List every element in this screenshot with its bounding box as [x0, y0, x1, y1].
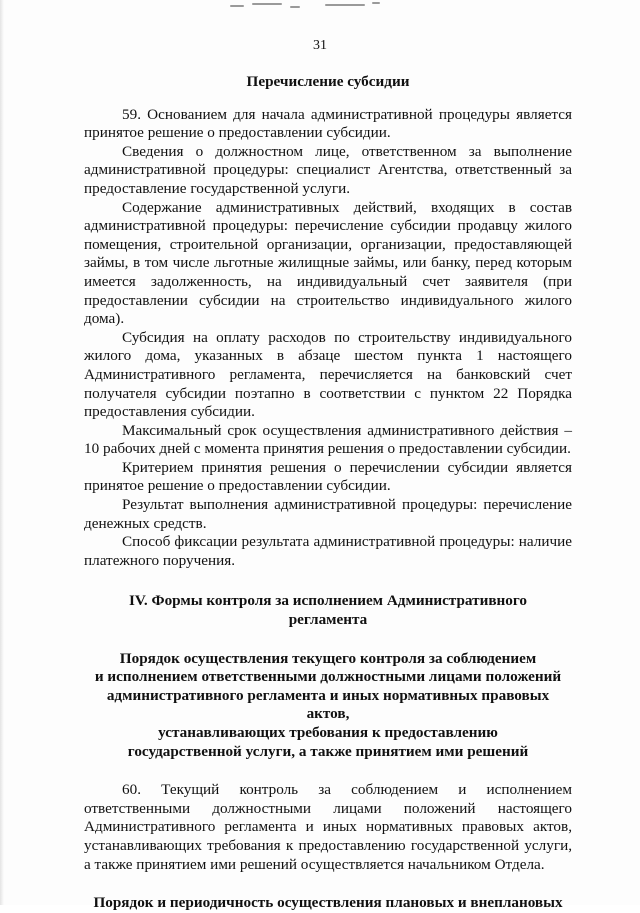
- document-body: [84, 73, 572, 913]
- heading-subsidy-transfer: Перечисление субсидии: [246, 73, 410, 90]
- current-control-heading-line-4: устанавливающих требования к предоставлению: [158, 724, 498, 741]
- section-iv-title-line-1: IV. Формы контроля за исполнением Административного: [129, 592, 527, 610]
- paragraph-fixation-method: Способ фиксации результата административной процедуры: наличие платежного поручения.: [84, 533, 572, 569]
- paragraph-60: 60. Текущий контроль за соблюдением и исполнением ответственными должностными лицами положений настоящего Административного регламента и иных нормативных правовых актов, устанавливающих требования к предоставлению государственной услуги, а также принятием ими решений осуществляется начальником Отдела.: [84, 781, 572, 873]
- paragraph-procedure-result: Результат выполнения административной процедуры: перечисление денежных средств.: [84, 496, 572, 532]
- scan-artifact: [230, 2, 400, 10]
- paragraph-actions-content: Содержание административных действий, входящих в состав административной процедуры: перечисление субсидии продавцу жилого помещения, строительной организации, организации, предоставляющей займы, в том числе льготные жилищные займы, или банку, перед которым имеется задолженность, на индивидуальный счет заявителя (при предоставлении субсидии на строительство индивидуального жилого дома).: [84, 198, 572, 328]
- spacer: [84, 761, 572, 781]
- planned-checks-heading: Порядок и периодичность осуществления плановых и внеплановых: [93, 894, 563, 912]
- paragraph-responsible-official: Сведения о должностном лице, ответственном за выполнение административной процедуры: специалист Агентства, ответственный за предоставление государственной услуги.: [84, 142, 572, 197]
- spacer: [84, 570, 572, 592]
- paragraph-max-term: Максимальный срок осуществления административного действия – 10 рабочих дней с момента принятия решения о предоставлении субсидии.: [84, 421, 572, 458]
- current-control-heading-line-1: Порядок осуществления текущего контроля за соблюдением: [119, 649, 537, 667]
- page-number: 31: [313, 38, 327, 53]
- scan-left-edge: [0, 0, 4, 905]
- spacer: [84, 630, 572, 650]
- paragraph-decision-criterion: Критерием принятия решения о перечислении субсидии является принятое решение о предоставлении субсидии.: [84, 458, 572, 495]
- paragraph-construction-subsidy: Субсидия на оплату расходов по строительству индивидуального жилого дома, указанных в абзаце шестом пункта 1 настоящего Административного регламента, перечисляется на банковский счет получателя субсидии поэтапно в соответствии с пунктом 22 Порядка предоставления субсидии.: [84, 328, 572, 421]
- spacer: [84, 874, 572, 894]
- current-control-heading-line-5: государственной услуги, а также принятием ими решений: [127, 742, 529, 760]
- current-control-heading-line-3: административного регламента и иных нормативных правовых актов,: [106, 686, 550, 723]
- current-control-heading-line-2: и исполнением ответственными должностными лицами положений: [94, 668, 562, 686]
- paragraph-59: 59. Основанием для начала административной процедуры является принятое решение о предоставлении субсидии.: [84, 105, 572, 142]
- section-iv-title-line-2: регламента: [288, 611, 368, 629]
